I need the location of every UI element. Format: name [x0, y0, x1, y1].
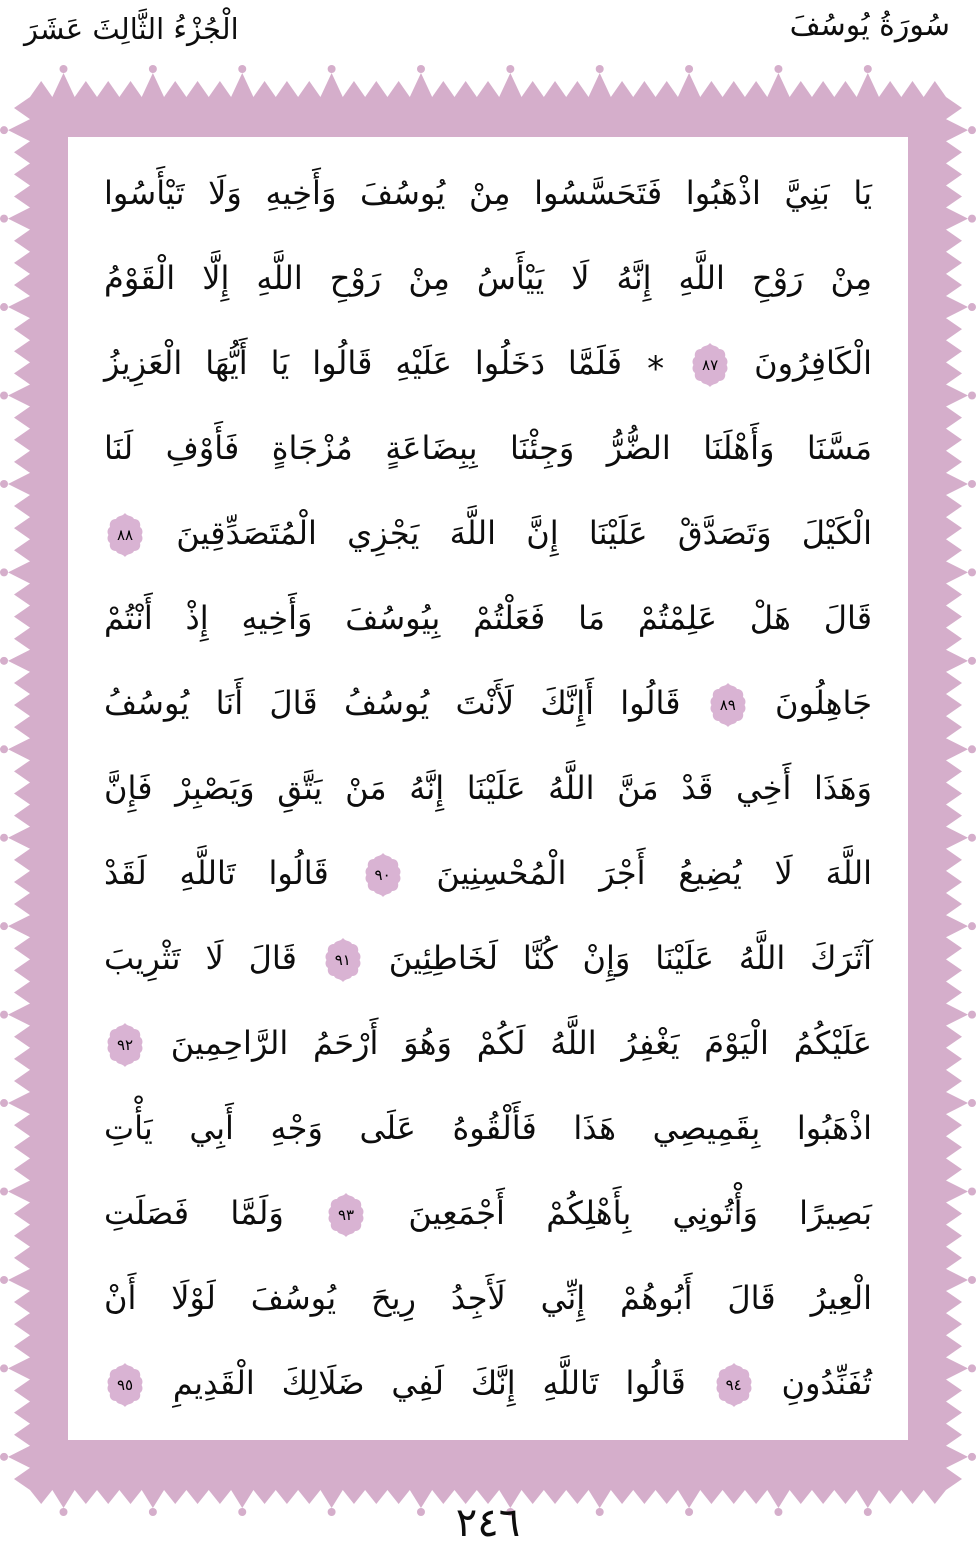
mushaf-line — [104, 746, 872, 831]
mushaf-line — [104, 1256, 872, 1341]
ayah-text: وَلَمَّا فَصَلَتِ — [104, 1194, 284, 1232]
ayah-text: قَالُوا تَاللَّهِ لَقَدْ — [104, 854, 329, 892]
surah-title: سُورَةُ يُوسُفَ — [789, 8, 950, 43]
ayah-text: قَالُوا أَإِنَّكَ لَأَنْتَ يُوسُفُ قَالَ أَنَا يُوسُفُ — [104, 684, 681, 722]
mushaf-line — [104, 916, 872, 1001]
mushaf-line — [104, 406, 872, 491]
page-number: ٢٤٦ — [455, 1500, 521, 1546]
verse-number: ٨٨ — [116, 526, 134, 544]
juz-title: الْجُزْءُ الثَّالِثَ عَشَرَ — [24, 12, 239, 46]
mushaf-line: الْكَافِرُونَ ٨٧ * فَلَمَّا دَخَلُوا عَلَيْهِ قَالُوا يَا أَيُّهَا الْعَزِيزُ — [104, 344, 873, 389]
verse-number: ٩١ — [334, 951, 351, 969]
ayah-text: تُفَنِّدُونِ — [781, 1364, 873, 1402]
verse-number-medallion-icon — [716, 1362, 752, 1408]
ayah-text: مَسَّنَا وَأَهْلَنَا الضُّرُّ وَجِئْنَا بِبِضَاعَةٍ مُزْجَاةٍ فَأَوْفِ لَنَا — [104, 429, 872, 467]
ayah-text: اللَّهَ لَا يُضِيعُ أَجْرَ الْمُحْسِنِينَ — [436, 854, 873, 892]
verse-number-medallion-icon — [107, 1022, 143, 1068]
verse-number: ٨٩ — [719, 696, 736, 714]
ayah-text: الْكَيْلَ وَتَصَدَّقْ عَلَيْنَا إِنَّ اللَّهَ يَجْزِي الْمُتَصَدِّقِينَ — [176, 514, 873, 552]
ayah-text: اذْهَبُوا بِقَمِيصِي هَذَا فَأَلْقُوهُ عَلَى وَجْهِ أَبِي يَأْتِ — [104, 1109, 872, 1147]
mushaf-line — [104, 1171, 872, 1256]
ayah-text: وَهَذَا أَخِي قَدْ مَنَّ اللَّهُ عَلَيْنَا إِنَّهُ مَنْ يَتَّقِ وَيَصْبِرْ فَإِنَّ — [104, 769, 872, 807]
ayah-text: قَالَ هَلْ عَلِمْتُمْ مَا فَعَلْتُمْ بِيُوسُفَ وَأَخِيهِ إِذْ أَنْتُمْ — [104, 599, 872, 637]
ayah-text: يَا بَنِيَّ اذْهَبُوا فَتَحَسَّسُوا مِنْ يُوسُفَ وَأَخِيهِ وَلَا تَيْأَسُوا — [104, 174, 872, 212]
verse-number: ٩٠ — [374, 866, 391, 884]
ayah-text: عَلَيْكُمُ الْيَوْمَ يَغْفِرُ اللَّهُ لَكُمْ وَهُوَ أَرْحَمُ الرَّاحِمِينَ — [170, 1024, 873, 1062]
verse-number-medallion-icon — [328, 1192, 364, 1238]
mushaf-line — [104, 1086, 872, 1171]
mushaf-line — [104, 576, 872, 661]
mushaf-line — [104, 491, 872, 576]
verse-number-medallion-icon — [365, 852, 401, 898]
ayah-text: الْكَافِرُونَ — [754, 344, 873, 382]
mushaf-line — [104, 1001, 872, 1086]
ayah-text: بَصِيرًا وَأْتُونِي بِأَهْلِكُمْ أَجْمَعِينَ — [408, 1194, 873, 1232]
ayah-text: فَلَمَّا دَخَلُوا عَلَيْهِ قَالُوا يَا أَيُّهَا الْعَزِيزُ — [104, 344, 623, 382]
verse-number-medallion-icon — [692, 342, 728, 388]
ayah-text: مِنْ رَوْحِ اللَّهِ إِنَّهُ لَا يَيْأَسُ مِنْ رَوْحِ اللَّهِ إِلَّا الْقَوْمُ — [104, 259, 872, 297]
quran-text-area — [68, 137, 908, 1440]
verse-number: ٩٣ — [337, 1206, 355, 1224]
ayah-text: قَالُوا تَاللَّهِ إِنَّكَ لَفِي ضَلَالِكَ الْقَدِيمِ — [172, 1364, 686, 1402]
mushaf-line — [104, 661, 872, 746]
verse-number: ٩٥ — [116, 1376, 134, 1394]
verse-number-medallion-icon — [325, 937, 361, 983]
verse-number-medallion-icon — [107, 1362, 143, 1408]
mushaf-line — [104, 831, 872, 916]
mushaf-line — [104, 1341, 872, 1426]
mushaf-line — [104, 151, 872, 236]
verse-number: ٨٧ — [702, 356, 719, 374]
verse-number: ٩٢ — [116, 1036, 134, 1054]
mushaf-line — [104, 236, 872, 321]
ayah-text: جَاهِلُونَ — [775, 684, 873, 722]
ayah-text: الْعِيرُ قَالَ أَبُوهُمْ إِنِّي لَأَجِدُ رِيحَ يُوسُفَ لَوْلَا أَنْ — [104, 1279, 872, 1317]
verse-number-medallion-icon — [710, 682, 746, 728]
ayah-text: آثَرَكَ اللَّهُ عَلَيْنَا وَإِنْ كُنَّا لَخَاطِئِينَ — [388, 939, 872, 977]
verse-number: ٩٤ — [725, 1376, 742, 1394]
verse-number-medallion-icon — [107, 512, 143, 558]
ayah-text: قَالَ لَا تَثْرِيبَ — [104, 939, 297, 977]
